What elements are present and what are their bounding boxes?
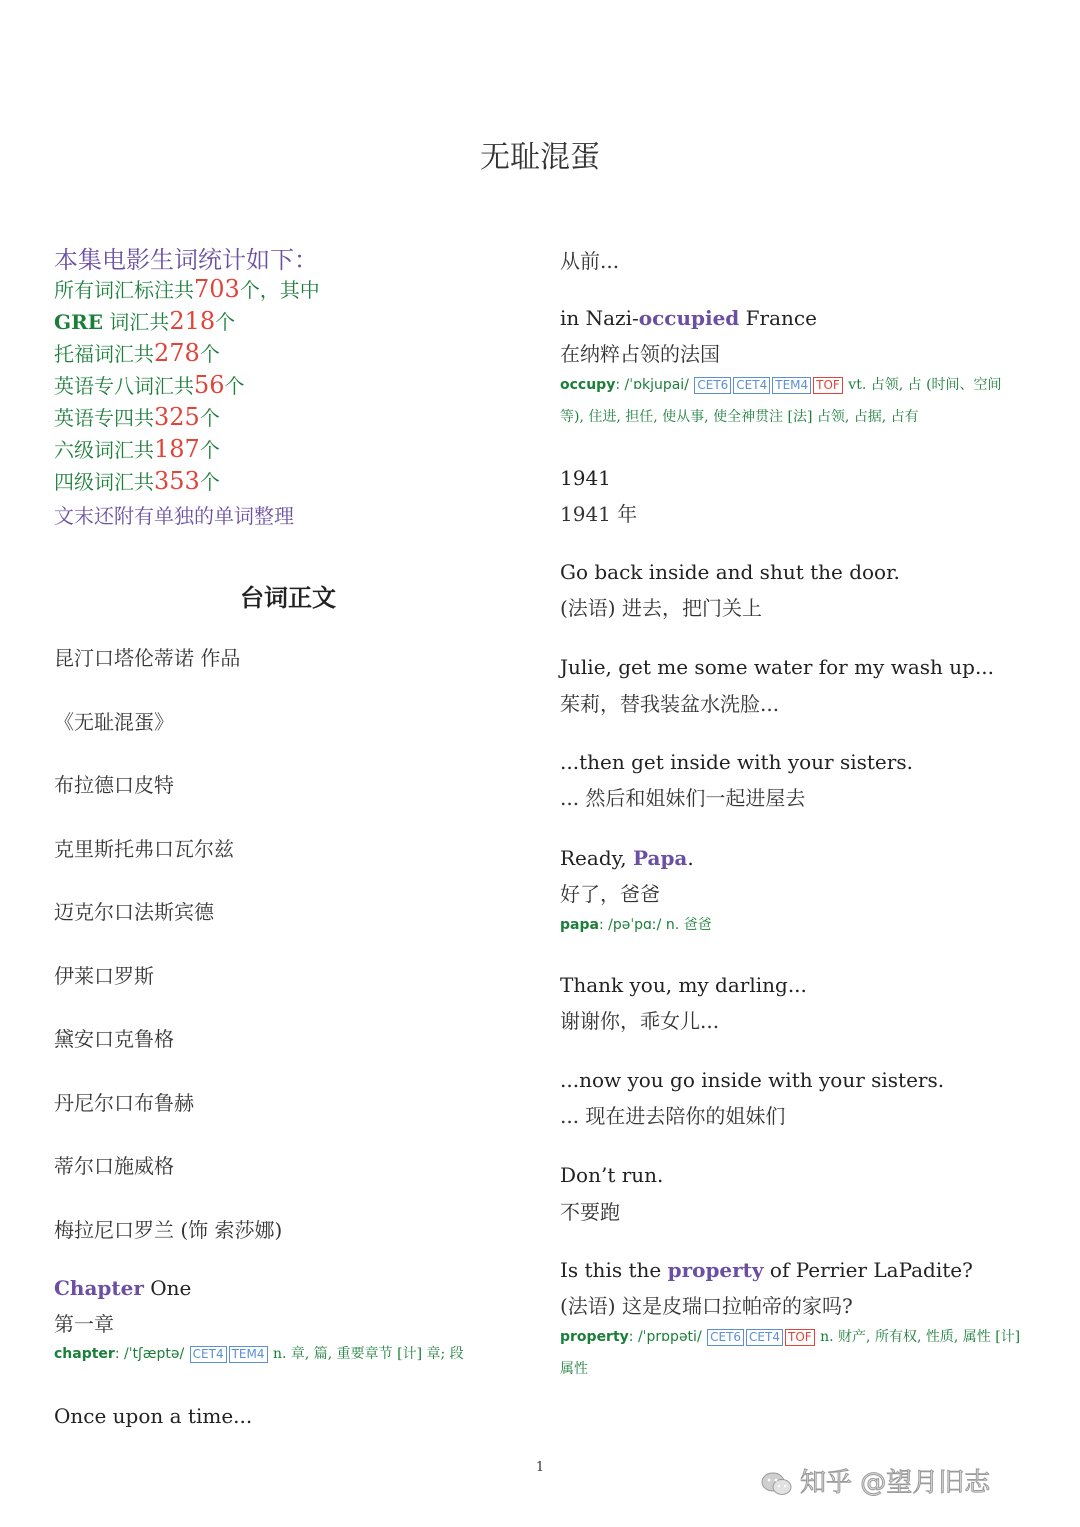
subtitle-en: 1941	[560, 466, 611, 490]
subtitle-zh: 茱莉，替我装盆水洗脸...	[560, 692, 780, 716]
subtitle-zh: 不要跑	[560, 1200, 620, 1224]
subtitle-zh: 从前...	[560, 249, 620, 273]
vocab-papa: papa: /pəˈpɑː/ n. 爸爸	[560, 917, 712, 933]
subtitle-zh: ... 现在进去陪你的姐妹们	[560, 1104, 786, 1128]
credit-line: 梅拉尼口罗兰 (饰 索莎娜)	[54, 1218, 283, 1242]
tag-badge: TEM4	[229, 1346, 268, 1363]
subtitle-zh: 好了，爸爸	[560, 882, 660, 906]
credit-line: 昆汀口塔伦蒂诺 作品	[54, 646, 241, 670]
tag-badge: TOF	[813, 377, 843, 394]
subtitle-line: Once upon a time...	[54, 1404, 253, 1428]
subtitle-zh: 谢谢你，乖女儿...	[560, 1009, 720, 1033]
chapter-heading: Chapter One	[54, 1276, 192, 1300]
wechat-icon	[760, 1471, 794, 1497]
credit-line: 克里斯托弗口瓦尔兹	[54, 837, 234, 861]
subtitle-en: ...now you go inside with your sisters.	[560, 1068, 945, 1092]
stats-note: 文末还附有单独的单词整理	[54, 504, 294, 528]
page-title: 无耻混蛋	[480, 140, 600, 175]
stats-toefl: 托福词汇共278个	[54, 339, 220, 367]
subtitle-en: Is this the property of Perrier LaPadite?	[560, 1258, 973, 1282]
page-number: 1	[535, 1460, 545, 1475]
subtitle-zh: (法语) 进去，把门关上	[560, 596, 762, 620]
subtitle-en: Julie, get me some water for my wash up...	[560, 655, 995, 679]
tag-badge: CET4	[733, 377, 770, 394]
tag-badge: CET6	[694, 377, 731, 394]
subtitle-zh: ... 然后和姐妹们一起进屋去	[560, 786, 806, 810]
vocab-chapter: chapter: /ˈtʃæptə/ CET4 TEM4 n. 章, 篇, 重要章节 [计] 章; 段	[54, 1346, 464, 1362]
subtitle-en: in Nazi-occupied France	[560, 306, 817, 330]
stats-gre: GRE 词汇共218个	[54, 307, 236, 335]
credit-line: 伊莱口罗斯	[54, 964, 154, 988]
credit-line: 迈克尔口法斯宾德	[54, 900, 214, 924]
credit-line: 黛安口克鲁格	[54, 1027, 174, 1051]
credit-line: 布拉德口皮特	[54, 773, 174, 797]
subtitle-zh: 在纳粹占领的法国	[560, 342, 720, 366]
tag-badge: TEM4	[772, 377, 811, 394]
stats-total: 所有词汇标注共703个，其中	[54, 275, 320, 303]
subtitle-en: Don’t run.	[560, 1163, 664, 1187]
vocab-property: property: /ˈprɒpəti/ CET6 CET4 TOF n. 财产, 所有权, 性质, 属性 [计]	[560, 1329, 1021, 1345]
stats-tem8: 英语专八词汇共56个	[54, 371, 245, 399]
stats-tem4: 英语专四共325个	[54, 403, 220, 431]
stats-cet4: 四级词汇共353个	[54, 467, 220, 495]
tag-badge: TOF	[785, 1329, 815, 1346]
tag-badge: CET6	[707, 1329, 744, 1346]
vocab-property-cont: 属性	[560, 1361, 588, 1377]
tag-badge: CET4	[746, 1329, 783, 1346]
subtitle-en: ...then get inside with your sisters.	[560, 750, 913, 774]
subtitle-zh: 1941 年	[560, 502, 638, 526]
subtitle-en: Thank you, my darling...	[560, 973, 807, 997]
vocab-occupy: occupy: /ˈɒkjupai/ CET6 CET4 TEM4 TOF vt. 占领, 占 (时间、空间	[560, 377, 1002, 393]
credit-line: 《无耻混蛋》	[54, 710, 174, 734]
subtitle-en: Ready, Papa.	[560, 846, 694, 870]
credit-line: 蒂尔口施威格	[54, 1154, 174, 1178]
stats-heading: 本集电影生词统计如下：	[54, 246, 318, 274]
stats-cet6: 六级词汇共187个	[54, 435, 220, 463]
vocab-occupy-cont: 等), 住进, 担任, 使从事, 使全神贯注 [法] 占领, 占据, 占有	[560, 409, 919, 425]
subtitle-en: Go back inside and shut the door.	[560, 560, 900, 584]
watermark: 知乎 @望月旧志	[760, 1462, 990, 1499]
credit-line: 丹尼尔口布鲁赫	[54, 1091, 194, 1115]
chapter-zh: 第一章	[54, 1312, 114, 1336]
subtitle-zh: (法语) 这是皮瑞口拉帕帝的家吗?	[560, 1294, 853, 1318]
tag-badge: CET4	[190, 1346, 227, 1363]
section-title: 台词正文	[240, 583, 336, 612]
